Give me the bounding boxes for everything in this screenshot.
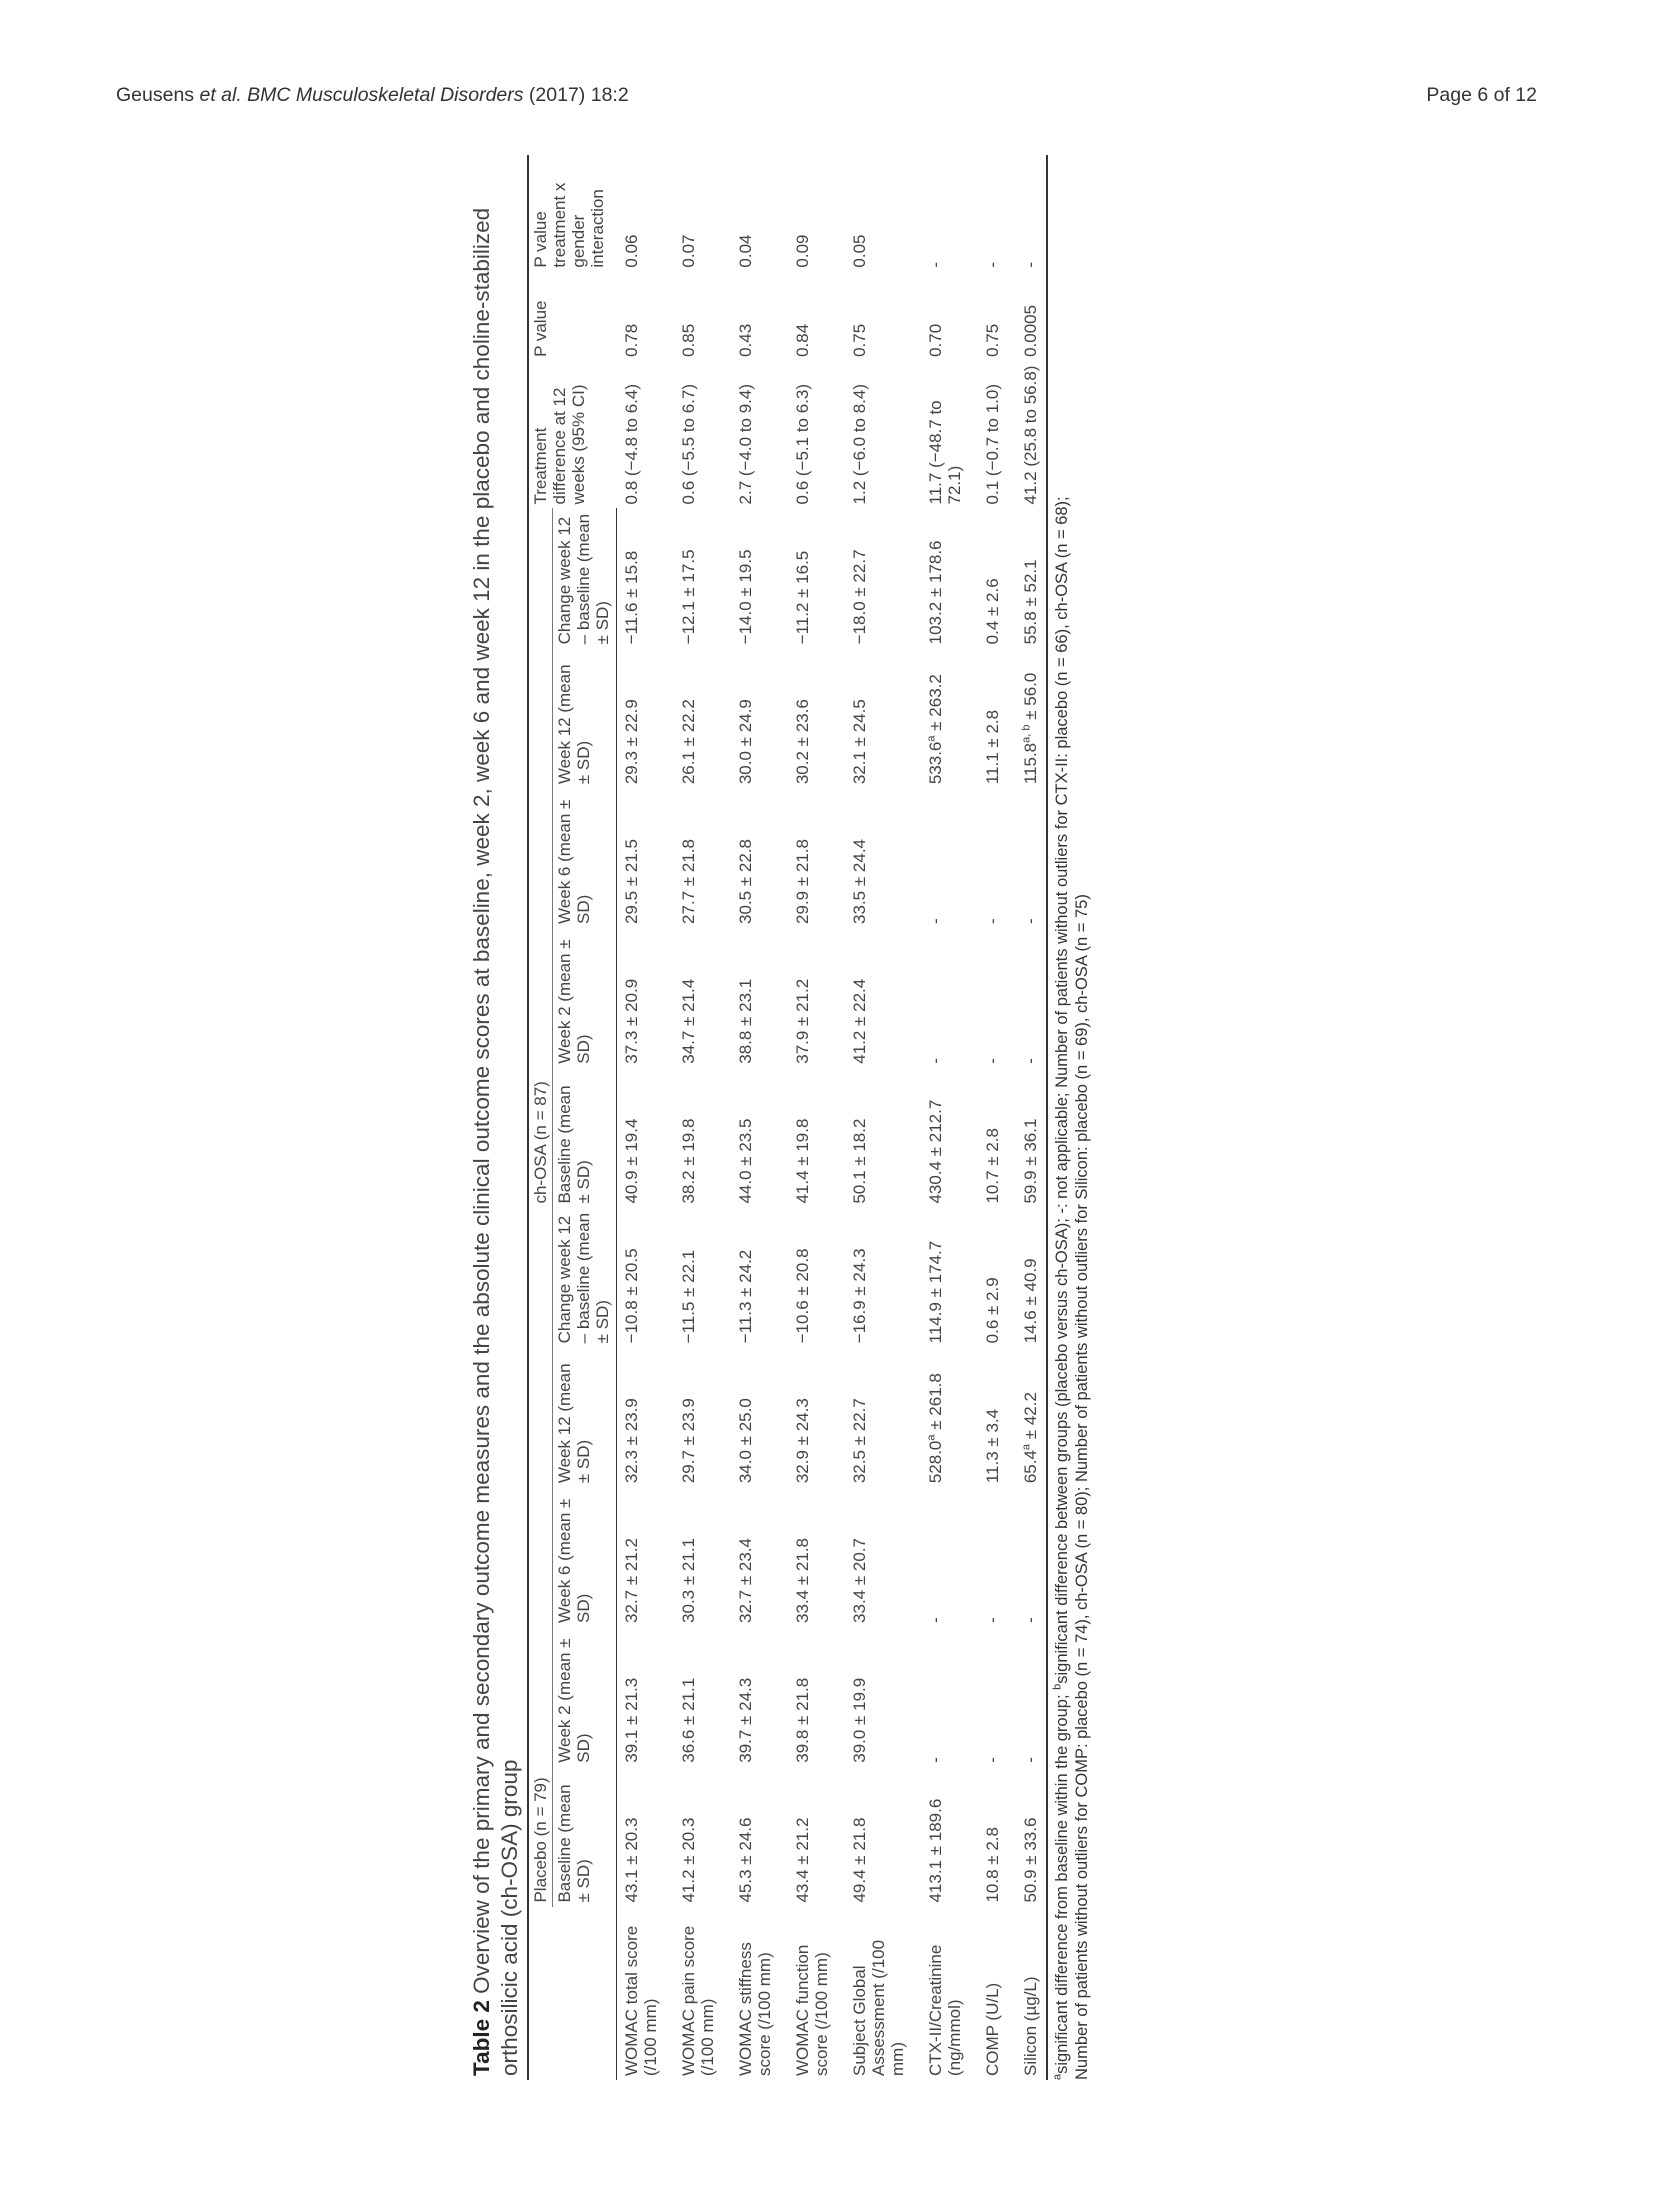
table-cell: 32.5 ± 22.7 [850, 1398, 869, 1484]
table-cell: 45.3 ± 24.6 [736, 1817, 755, 1903]
table-cell: 114.9 ± 174.7 [926, 1240, 945, 1344]
table-cell: 32.1 ± 24.5 [850, 699, 869, 785]
table-cell: 32.3 ± 23.9 [622, 1398, 641, 1484]
table-cell: - [926, 1617, 945, 1623]
col-header: Treatment difference at 12 weeks (95% CI) [528, 361, 617, 509]
table-cell: 0.70 [926, 323, 945, 357]
table-cell: - [926, 1757, 945, 1763]
table-cell: 37.9 ± 21.2 [793, 978, 812, 1064]
col-header: Week 12 (mean ± SD) [553, 648, 617, 788]
table-cell: 38.2 ± 19.8 [679, 1118, 698, 1204]
table-cell: 39.1 ± 21.3 [622, 1677, 641, 1763]
table-cell: 33.4 ± 21.8 [793, 1538, 812, 1623]
table-cell: 0.4 ± 2.6 [983, 578, 1002, 645]
table-cell: 0.05 [850, 234, 869, 268]
table-cell: 0.6 (−5.1 to 6.3) [793, 383, 812, 505]
col-header: Baseline (mean ± SD) [553, 1767, 617, 1907]
row-label: Subject Global Assessment (/100 mm) [850, 1939, 907, 2076]
table-cell: 0.78 [621, 323, 641, 357]
table-cell: 103.2 ± 178.6 [926, 540, 945, 645]
table-cell: 0.09 [793, 234, 812, 268]
table-cell: 0.6 (−5.5 to 6.7) [679, 383, 698, 505]
table-cell: 10.7 ± 2.8 [983, 1128, 1002, 1204]
table-cell: 30.2 ± 23.6 [793, 699, 812, 785]
row-label: WOMAC total score (/100 mm) [622, 1925, 660, 2076]
table-cell: 0.0005 [1014, 272, 1047, 361]
table-cell: - [983, 918, 1002, 924]
col-header: Week 2 (mean ± SD) [553, 1627, 617, 1767]
table-cell: 14.6 ± 40.9 [1014, 1208, 1047, 1348]
table-cell: −18.0 ± 22.7 [850, 549, 869, 645]
table-row [843, 155, 919, 2080]
table-cell: 11.1 ± 2.8 [983, 709, 1002, 785]
table-cell: 11.7 (−48.7 to 72.1) [926, 400, 964, 505]
superscript-marker: a [925, 1434, 938, 1441]
table-cell: 1.2 (−6.0 to 8.4) [850, 383, 869, 505]
table-cell: 39.7 ± 24.3 [736, 1677, 755, 1763]
table-cell: 34.0 ± 25.0 [736, 1398, 755, 1484]
table-cell: 533.6$^a$ ± 263.2 [925, 674, 945, 785]
table-cell: 29.3 ± 22.9 [622, 699, 641, 785]
table-cell: 0.75 [850, 323, 869, 357]
table-cell: 27.7 ± 21.8 [679, 839, 698, 924]
table-cell: −14.0 ± 19.5 [736, 549, 755, 645]
table-row [1014, 155, 1047, 2080]
table-cell: 10.8 ± 2.8 [983, 1827, 1002, 1903]
superscript-marker: a [1020, 1443, 1033, 1451]
placebo-group-header: Placebo (n = 79) [528, 1208, 553, 1907]
col-header: P value [528, 272, 617, 361]
table-cell: 49.4 ± 21.8 [850, 1817, 869, 1903]
table-cell: −11.5 ± 22.1 [679, 1249, 698, 1344]
citation: Geusens et al. BMC Musculoskeletal Disorders (2017) 18:2 [116, 84, 629, 106]
table-cell: 41.2 ± 20.3 [679, 1817, 698, 1903]
table-cell: - [1014, 155, 1047, 272]
table-cell: 0.75 [983, 323, 1002, 357]
row-label: CTX-II/Creatinine (ng/mmol) [926, 1944, 964, 2076]
table-cell: - [983, 1617, 1002, 1623]
table-cell: 0.85 [679, 323, 698, 357]
table-cell: 34.7 ± 21.4 [679, 978, 698, 1064]
table-cell: 2.7 (−4.0 to 9.4) [736, 383, 755, 505]
table-cell: −10.6 ± 20.8 [793, 1248, 812, 1344]
table-cell: 39.8 ± 21.8 [793, 1677, 812, 1763]
table-cell: 32.7 ± 21.2 [622, 1538, 641, 1623]
table-cell: 55.8 ± 52.1 [1014, 508, 1047, 648]
table-cell: 41.4 ± 19.8 [793, 1118, 812, 1204]
table-cell: 40.9 ± 19.4 [622, 1118, 641, 1204]
table-cell: - [926, 1058, 945, 1064]
table-row [919, 155, 976, 2080]
table-cell: - [983, 1058, 1002, 1064]
table-cell: −10.8 ± 20.5 [622, 1248, 641, 1344]
table-cell: 29.9 ± 21.8 [793, 839, 812, 924]
col-header: Change week 12 – baseline (mean ± SD) [553, 1208, 617, 1348]
table-cell: - [926, 261, 945, 268]
table-cell: −12.1 ± 17.5 [679, 549, 698, 645]
col-header: Week 12 (mean ± SD) [553, 1347, 617, 1487]
table-cell: 30.5 ± 22.8 [736, 839, 755, 924]
rotated-table-block [468, 155, 1168, 2080]
table-row [976, 155, 1014, 2080]
row-label: COMP (U/L) [983, 1982, 1002, 2076]
table-cell: 0.06 [621, 234, 641, 268]
table-cell: 0.04 [736, 234, 755, 268]
table-cell: - [1014, 1487, 1047, 1627]
row-label: WOMAC stiffness score (/100 mm) [736, 1942, 774, 2076]
page-number: Page 6 of 12 [1426, 84, 1537, 106]
table-cell: 32.9 ± 24.3 [793, 1398, 812, 1484]
table-cell: $115.8^{a, b} \pm 56.0$ [1014, 648, 1047, 788]
col-header: Week 6 (mean ± SD) [553, 788, 617, 928]
table-cell: −11.2 ± 16.5 [793, 550, 812, 645]
table-cell: - [1014, 788, 1047, 928]
table-cell: 0.84 [793, 323, 812, 357]
table-cell: 43.4 ± 21.2 [793, 1817, 812, 1903]
chosa-group-header: ch-OSA (n = 87) [528, 508, 553, 1207]
table-cell: 65.4$^a$ ± 42.2 [1014, 1347, 1047, 1487]
table-cell: 32.7 ± 23.4 [736, 1538, 755, 1623]
col-header: Change week 12 – baseline (mean ± SD) [553, 508, 617, 648]
table-row [786, 155, 843, 2080]
table-cell: 0.07 [679, 234, 698, 268]
table-cell: 29.7 ± 23.9 [679, 1398, 698, 1484]
table-cell: 50.9 ± 33.6 [1014, 1767, 1047, 1907]
table-cell: 43.1 ± 20.3 [622, 1817, 641, 1903]
table-cell: 430.4 ± 212.7 [926, 1099, 945, 1204]
table-cell: −16.9 ± 24.3 [850, 1248, 869, 1344]
table-cell: 36.6 ± 21.1 [679, 1677, 698, 1763]
table-cell: 33.4 ± 20.7 [850, 1538, 869, 1623]
table-cell: 41.2 (25.8 to 56.8) [1014, 361, 1047, 509]
table-cell: 44.0 ± 23.5 [736, 1118, 755, 1204]
table-cell: −11.3 ± 24.2 [736, 1249, 755, 1344]
outcome-table [527, 155, 1048, 2080]
row-label: WOMAC function score (/100 mm) [793, 1944, 831, 2076]
col-header: Baseline (mean ± SD) [553, 1068, 617, 1208]
table-cell: - [1014, 928, 1047, 1068]
col-header: Week 2 (mean ± SD) [553, 928, 617, 1068]
table-cell: 59.9 ± 36.1 [1014, 1068, 1047, 1208]
table-cell: 0.43 [736, 323, 755, 357]
table-cell: 413.1 ± 189.6 [926, 1798, 945, 1903]
superscript-marker: a [925, 735, 938, 742]
table-body [617, 155, 1048, 2080]
table-row [617, 155, 673, 2080]
table-cell: - [983, 261, 1002, 268]
table-cell: - [983, 1757, 1002, 1763]
table-cell: 30.0 ± 24.9 [736, 699, 755, 785]
col-header: P value treatment x gender interaction [528, 155, 617, 272]
table-row [672, 155, 729, 2080]
table-cell: 29.5 ± 21.5 [622, 839, 641, 924]
col-header: Week 6 (mean ± SD) [553, 1487, 617, 1627]
table-cell: - [926, 918, 945, 924]
superscript-marker: a, b [1020, 724, 1033, 743]
row-label: WOMAC pain score (/100 mm) [679, 1925, 717, 2076]
table-cell: 528.0$^a$ ± 261.8 [925, 1373, 945, 1484]
table-cell: 0.8 (−4.8 to 6.4) [621, 383, 641, 505]
table-row [729, 155, 786, 2080]
table-cell: 38.8 ± 23.1 [736, 978, 755, 1064]
running-head [116, 84, 1537, 114]
table-caption: Table 2 Overview of the primary and secondary outcome measures and the absolute clinical outcome scores at baseline, week 2, week 6 and week 12 in the placebo and choline-stabilized orthosilicic acid (ch-OSA) group [469, 207, 522, 2076]
row-label: Silicon (µg/L) [1014, 1907, 1047, 2080]
table-footnote: $^a$significant difference from baseline within the group; $^b$significant difference between groups (placebo versus ch-OSA); -: not applicable; Number of patients without outliers for CTX-II: placebo (n = 66), ch-OSA (n = 68); Number of patients without outliers for COMP: placebo (n = 74), ch-OSA (n = 80); Number of patients without outliers for Silicon: placebo (n = 69), ch-OSA (n = 75) [1051, 496, 1091, 2080]
table-cell: 50.1 ± 18.2 [850, 1118, 869, 1204]
table-cell: 33.5 ± 24.4 [850, 839, 869, 924]
table-cell: 41.2 ± 22.4 [850, 978, 869, 1064]
table-cell: - [1014, 1627, 1047, 1767]
table-cell: 0.6 ± 2.9 [983, 1277, 1002, 1344]
table-cell: 30.3 ± 21.1 [679, 1538, 698, 1623]
table-cell: 26.1 ± 22.2 [679, 699, 698, 785]
table-cell: 37.3 ± 20.9 [622, 978, 641, 1064]
table-cell: 11.3 ± 3.4 [983, 1408, 1002, 1484]
table-cell: −11.6 ± 15.8 [622, 550, 641, 645]
table-cell: 39.0 ± 19.9 [850, 1677, 869, 1763]
table-cell: 0.1 (−0.7 to 1.0) [983, 383, 1002, 505]
